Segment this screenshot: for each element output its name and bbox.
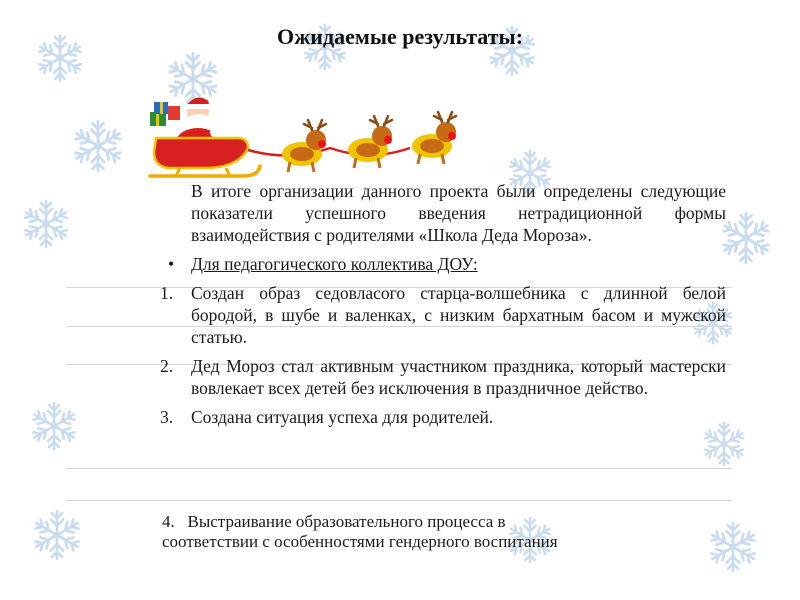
footnote-line-1: 4. Выстраивание образовательного процесса в — [162, 512, 506, 531]
snowflake-icon — [70, 118, 126, 174]
list-item — [160, 355, 726, 399]
snowflake-icon — [718, 210, 774, 266]
list-item-text: Дед Мороз стал активным участником праздника, который мастерски вовлекает всех детей без исключения в праздничное действо. — [191, 356, 726, 398]
list-item-text: Создана ситуация успеха для родителей. — [191, 407, 494, 427]
santa-sleigh-illustration — [140, 90, 470, 190]
intro-text: В итоге организации данного проекта были определены следующие показатели успешного введения нетрадиционной формы взаимодействия с родителями «Школа Деда Мороза». — [191, 181, 726, 245]
list-item-number: 3. — [160, 407, 174, 427]
list-item — [160, 406, 726, 428]
footnote-item — [162, 512, 722, 552]
page-title: Ожидаемые результаты: — [276, 24, 524, 49]
snowflake-icon — [30, 508, 84, 562]
bullet-marker: • — [168, 254, 175, 274]
snowflake-icon — [20, 198, 72, 250]
intro-paragraph — [160, 180, 726, 246]
main-text — [160, 180, 726, 435]
list-item-text: Создан образ седовласого старца-волшебника с длинной белой бородой, в шубе и валенках, с низким бархатным басом и мужской статью. — [191, 283, 726, 347]
bullet-text: Для педагогического коллектива ДОУ: — [191, 254, 478, 274]
bullet-item — [160, 253, 726, 275]
footnote-line-2: соответствии с особенностями гендерного воспитания — [162, 532, 558, 551]
separator-line — [66, 468, 732, 469]
snowflake-icon — [28, 400, 80, 452]
separator-line — [66, 500, 732, 501]
list-item-number: 1. — [160, 283, 174, 303]
list-item-number: 2. — [160, 356, 174, 376]
list-item — [160, 282, 726, 348]
